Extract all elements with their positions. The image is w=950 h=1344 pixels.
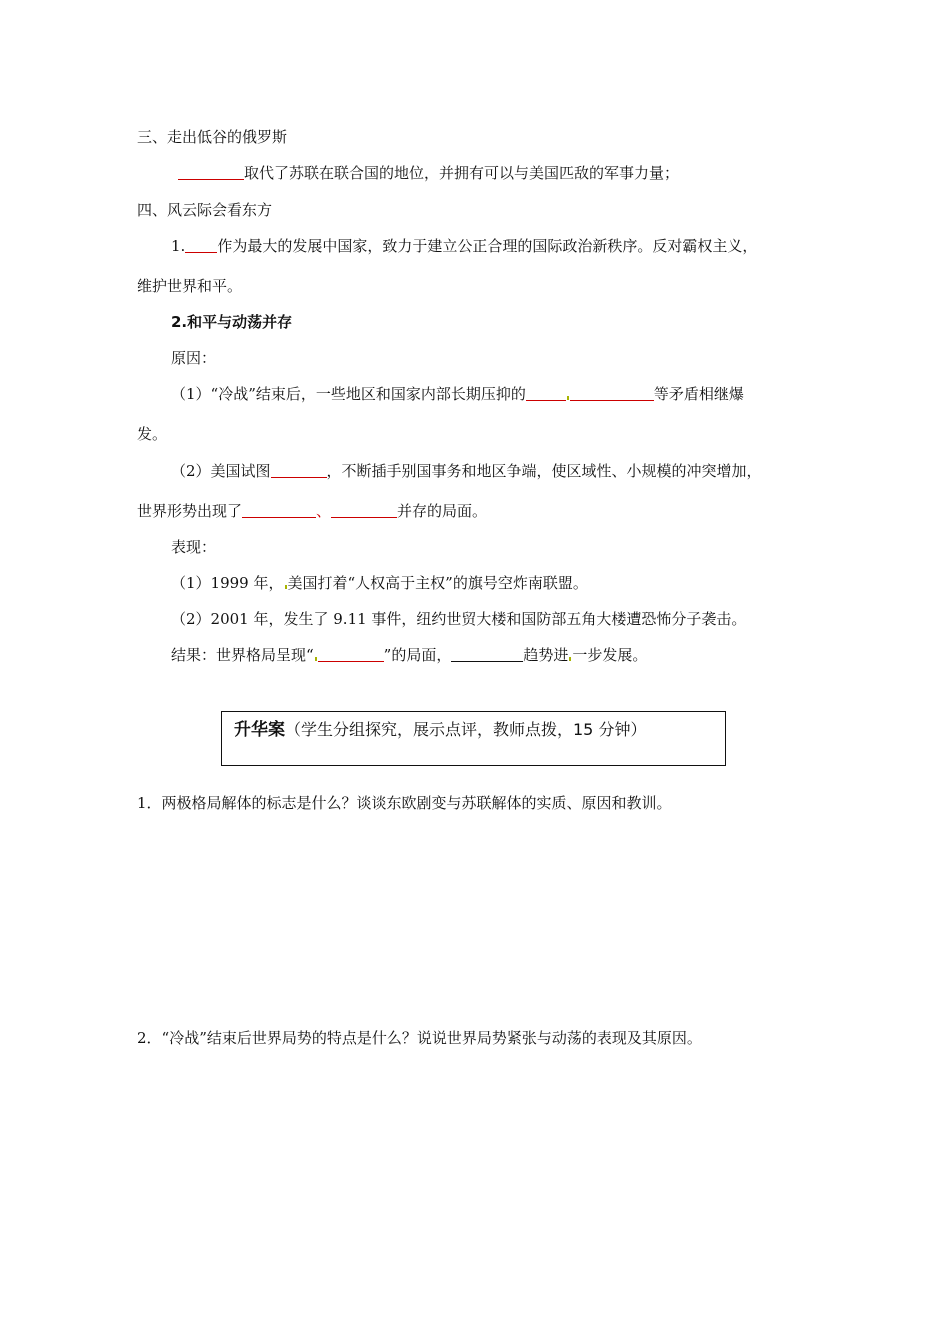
fill-blank[interactable]: [178, 163, 244, 180]
section-3-title: 三、走出低谷的俄罗斯: [137, 128, 288, 146]
accent-dot: [285, 585, 287, 589]
cause-1: （1）“冷战”结束后，一些地区和国家内部长期压抑的 等矛盾相继爆: [171, 385, 744, 403]
result: 结果：世界格局呈现“ ”的局面， 趋势进 一步发展。: [171, 646, 648, 664]
fill-blank[interactable]: [331, 501, 397, 518]
fill-blank[interactable]: [185, 236, 217, 253]
section-4-title: 四、风云际会看东方: [137, 201, 273, 219]
fill-blank[interactable]: [526, 384, 566, 401]
sublimation-box-title: 升华案（学生分组探究，展示点评，教师点拨，15 分钟）: [234, 720, 647, 740]
manifestation-1: （1）1999 年， 美国打着“人权高于主权”的旗号空炸南联盟。: [171, 574, 588, 592]
fill-blank[interactable]: [271, 461, 327, 478]
manifestation-label: 表现：: [171, 538, 217, 556]
accent-dot: [315, 657, 317, 661]
question-2: 2．“冷战”结束后世界局势的特点是什么？说说世界局势紧张与动荡的表现及其原因。: [137, 1029, 702, 1047]
fill-blank[interactable]: [570, 384, 654, 401]
section-4-item-1: 1. 作为最大的发展中国家，致力于建立公正合理的国际政治新秩序。反对霸权主义，: [171, 237, 758, 255]
cause-label: 原因：: [171, 349, 217, 367]
cause-1-cont: 发。: [137, 425, 168, 443]
cause-2: （2）美国试图 ，不断插手别国事务和地区争端，使区域性、小规模的冲突增加，: [171, 462, 762, 480]
fill-blank[interactable]: [242, 501, 316, 518]
fill-blank[interactable]: [451, 645, 523, 662]
fill-blank[interactable]: [318, 645, 384, 662]
section-4-item-2-title: 2.和平与动荡并存: [171, 313, 293, 331]
accent-dot: [567, 396, 569, 400]
question-1: 1．两极格局解体的标志是什么？谈谈东欧剧变与苏联解体的实质、原因和教训。: [137, 794, 672, 812]
cause-2-cont: 世界形势出现了 、 并存的局面。: [137, 502, 488, 520]
section-4-item-1-cont: 维护世界和平。: [137, 277, 243, 295]
section-3-line-1: 取代了苏联在联合国的地位，并拥有可以与美国匹敌的军事力量；: [178, 163, 679, 183]
manifestation-2: （2）2001 年，发生了 9.11 事件，纽约世贸大楼和国防部五角大楼遭恐怖分子袭击。: [171, 610, 747, 628]
sublimation-box: [221, 711, 726, 766]
